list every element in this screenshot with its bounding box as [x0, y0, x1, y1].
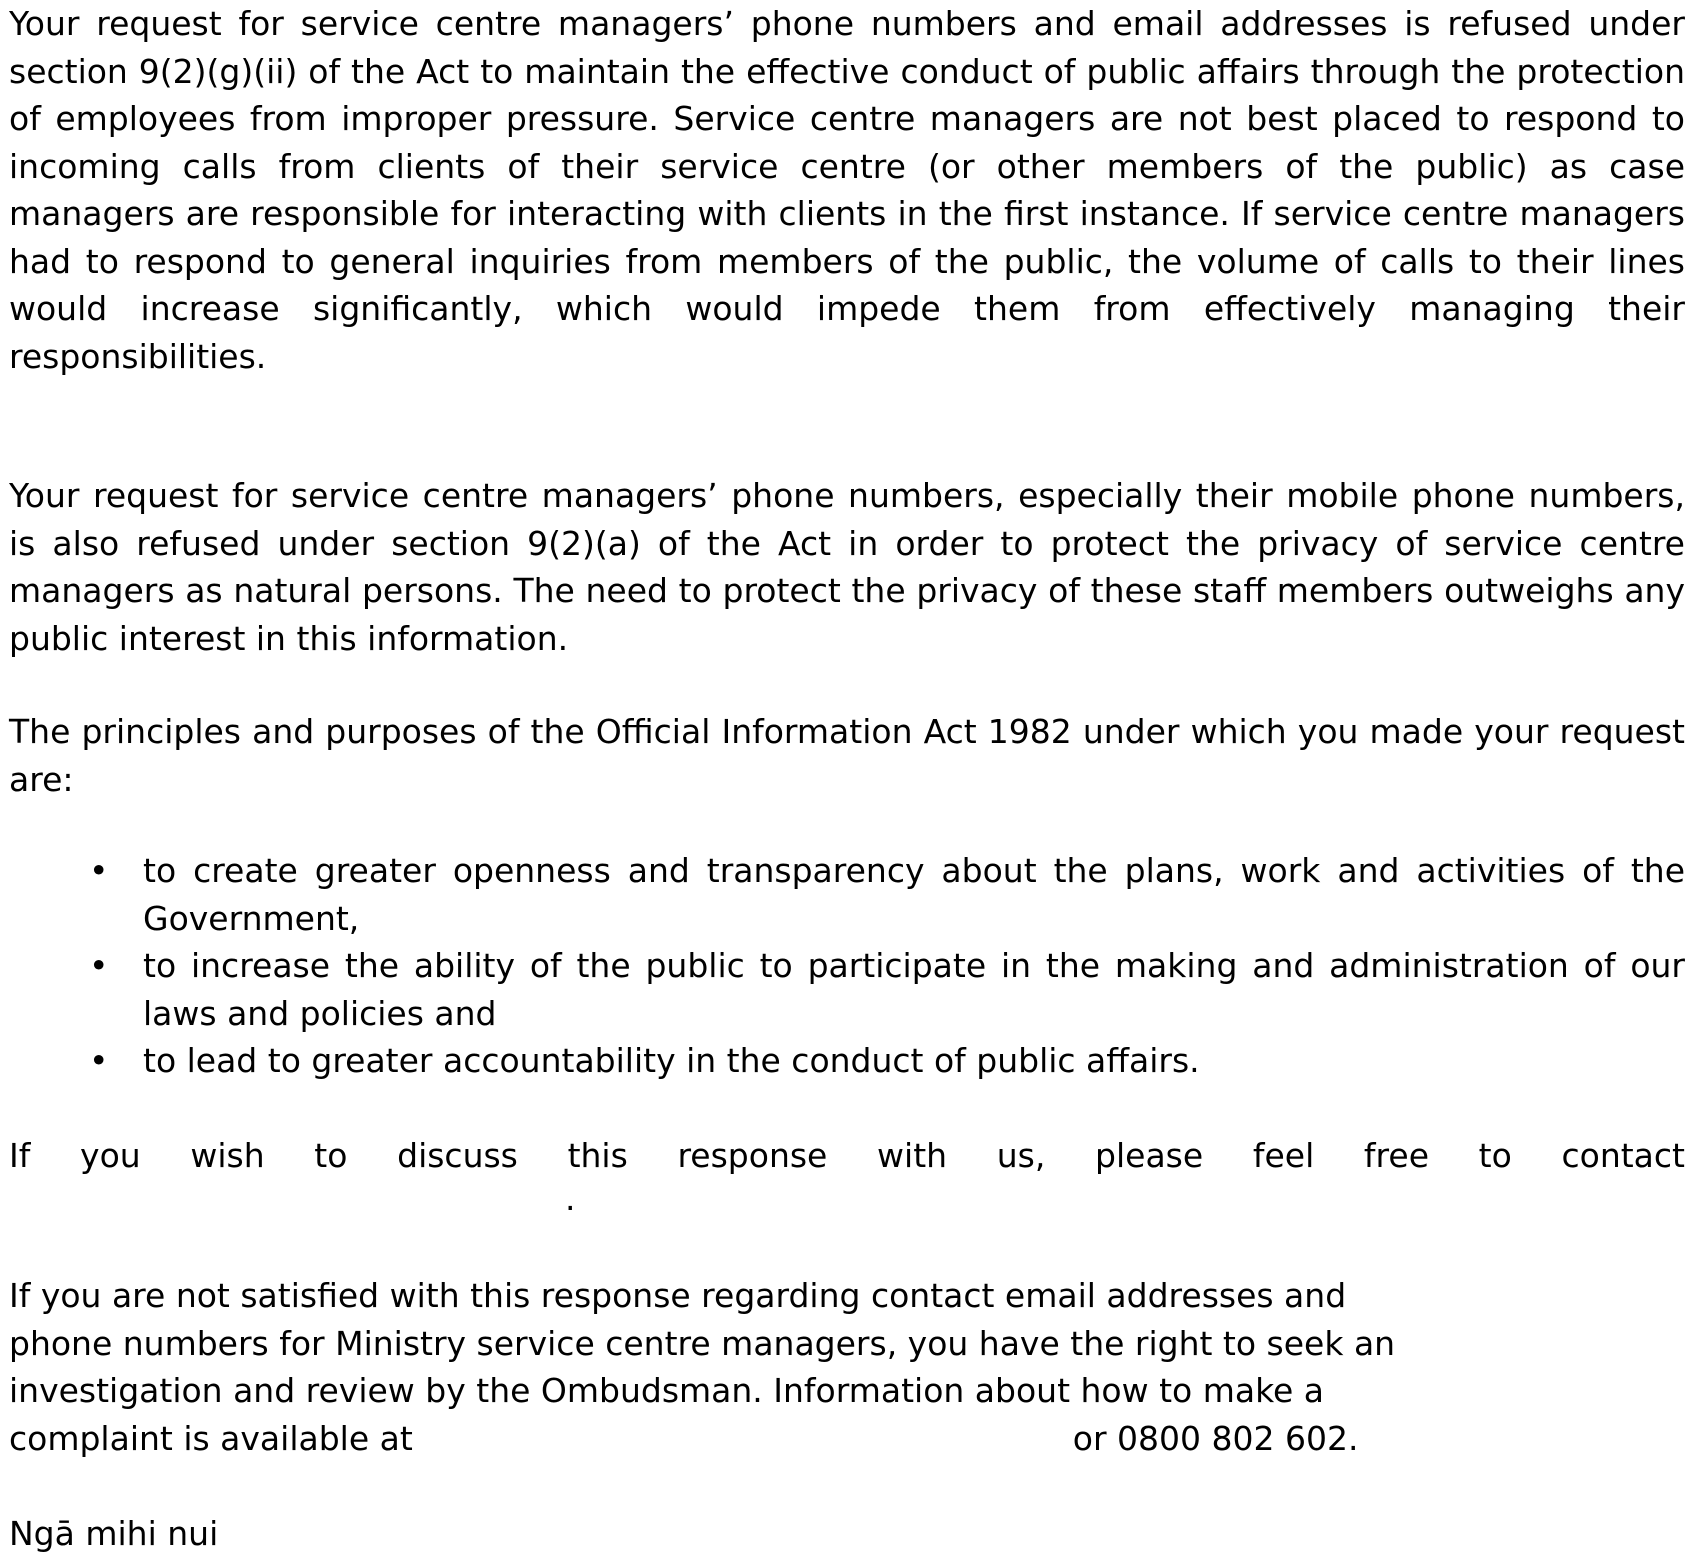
ombudsman-line-4 — [9, 1415, 1609, 1463]
list-item-text: to lead to greater accountability in the conduct of public affairs. — [143, 1041, 1200, 1080]
ombudsman-line-1: If you are not satisfied with this response regarding contact email addresses and — [9, 1276, 1347, 1315]
redacted-contact-end: . — [565, 1179, 576, 1218]
paragraph-refusal-9-2-a: Your request for service centre managers’ phone numbers, especially their mobile phone numbers, is also refused under section 9(2)(a) of the Act in order to protect the privacy of service centre managers as natural persons. The need to protect the privacy of these staff members outweighs any public interest in this information. — [9, 476, 1685, 658]
list-item — [9, 942, 1685, 1037]
ombudsman-line-3: investigation and review by the Ombudsman. Information about how to make a — [9, 1371, 1325, 1410]
paragraph-refusal-9-2-g-ii: Your request for service centre managers’ phone numbers and email addresses is refused under section 9(2)(g)(ii) of the Act to maintain the effective conduct of public affairs through the protection of employees from improper pressure. Service centre managers are not best placed to respond to incoming calls from clients of their service centre (or other members of the public) as case managers are responsible for interacting with clients in the first instance. If service centre managers had to respond to general inquiries from members of the public, the volume of calls to their lines would increase significantly, which would impede them from effectively managing their responsibilities. — [9, 4, 1685, 376]
list-item-text: to create greater openness and transparency about the plans, work and activities of the Government, — [143, 851, 1685, 938]
ombudsman-phone: or 0800 802 602. — [1072, 1418, 1359, 1458]
bullet-icon: • — [89, 1041, 109, 1080]
bullet-icon: • — [89, 851, 109, 890]
ombudsman-line-4-start: complaint is available at — [9, 1418, 413, 1458]
list-item — [9, 847, 1685, 942]
principles-list — [9, 847, 1685, 1085]
list-item — [9, 1037, 1685, 1085]
closing: Ngā mihi nui — [9, 1514, 219, 1553]
bullet-icon: • — [89, 946, 109, 985]
ombudsman-line-2: phone numbers for Ministry service centre managers, you have the right to seek an — [9, 1323, 1396, 1363]
list-item-text: to increase the ability of the public to participate in the making and administration of our laws and policies and — [143, 946, 1685, 1033]
paragraph-oia-principles: The principles and purposes of the Official Information Act 1982 under which you made your request are: — [9, 712, 1685, 799]
paragraph-contact: If you wish to discuss this response with us, please feel free to contact — [9, 1136, 1685, 1175]
paragraph-ombudsman — [9, 1272, 1609, 1462]
